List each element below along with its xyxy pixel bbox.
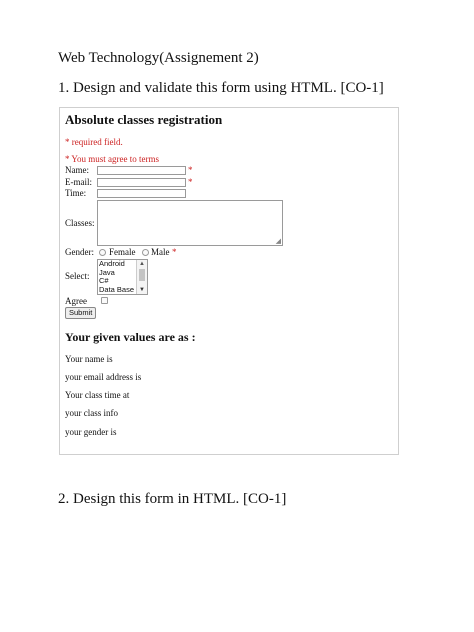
agree-label: Agree bbox=[65, 296, 87, 306]
submit-button[interactable]: Submit bbox=[65, 307, 96, 319]
time-input[interactable] bbox=[97, 189, 186, 198]
female-label: Female bbox=[109, 247, 136, 257]
result-line: your email address is bbox=[65, 372, 142, 382]
gender-required-star: * bbox=[172, 247, 177, 257]
result-line: Your class time at bbox=[65, 390, 130, 400]
male-label: Male bbox=[151, 247, 170, 257]
question-2: 2. Design this form in HTML. [CO-1] bbox=[58, 491, 287, 507]
question-1: 1. Design and validate this form using HTML. [CO-1] bbox=[58, 80, 384, 96]
form-screenshot-frame bbox=[59, 107, 399, 455]
time-label: Time: bbox=[65, 188, 87, 198]
resize-handle-icon[interactable]: ◢ bbox=[275, 237, 281, 245]
select-option[interactable]: Data Base bbox=[99, 284, 135, 294]
email-label: E-mail: bbox=[65, 177, 92, 187]
result-line: your gender is bbox=[65, 427, 117, 437]
result-line: your class info bbox=[65, 408, 118, 418]
name-required-star: * bbox=[188, 165, 193, 175]
scroll-up-icon[interactable]: ▲ bbox=[139, 261, 145, 267]
select-option[interactable]: Android bbox=[99, 259, 125, 268]
name-label: Name: bbox=[65, 165, 89, 175]
select-scrollbar[interactable] bbox=[136, 260, 147, 294]
email-input[interactable] bbox=[97, 178, 186, 187]
classes-label: Classes: bbox=[65, 218, 95, 228]
scroll-thumb[interactable] bbox=[139, 269, 145, 281]
select-option[interactable]: Java bbox=[99, 267, 115, 277]
scroll-down-icon[interactable]: ▼ bbox=[139, 287, 145, 293]
select-option[interactable]: C# bbox=[99, 276, 109, 286]
required-note: * required field. bbox=[65, 137, 123, 147]
select-label: Select: bbox=[65, 271, 90, 281]
agree-error: * You must agree to terms bbox=[65, 154, 159, 164]
gender-label: Gender: bbox=[65, 247, 94, 257]
name-input[interactable] bbox=[97, 166, 186, 175]
results-title: Your given values are as : bbox=[65, 330, 196, 344]
classes-textarea[interactable] bbox=[97, 200, 283, 246]
course-select[interactable] bbox=[97, 259, 148, 295]
female-radio[interactable] bbox=[99, 249, 106, 256]
male-radio[interactable] bbox=[142, 249, 149, 256]
result-line: Your name is bbox=[65, 354, 113, 364]
document-title: Web Technology(Assignement 2) bbox=[58, 50, 259, 66]
form-title: Absolute classes registration bbox=[65, 112, 223, 127]
email-required-star: * bbox=[188, 177, 193, 187]
agree-checkbox[interactable] bbox=[101, 297, 108, 304]
